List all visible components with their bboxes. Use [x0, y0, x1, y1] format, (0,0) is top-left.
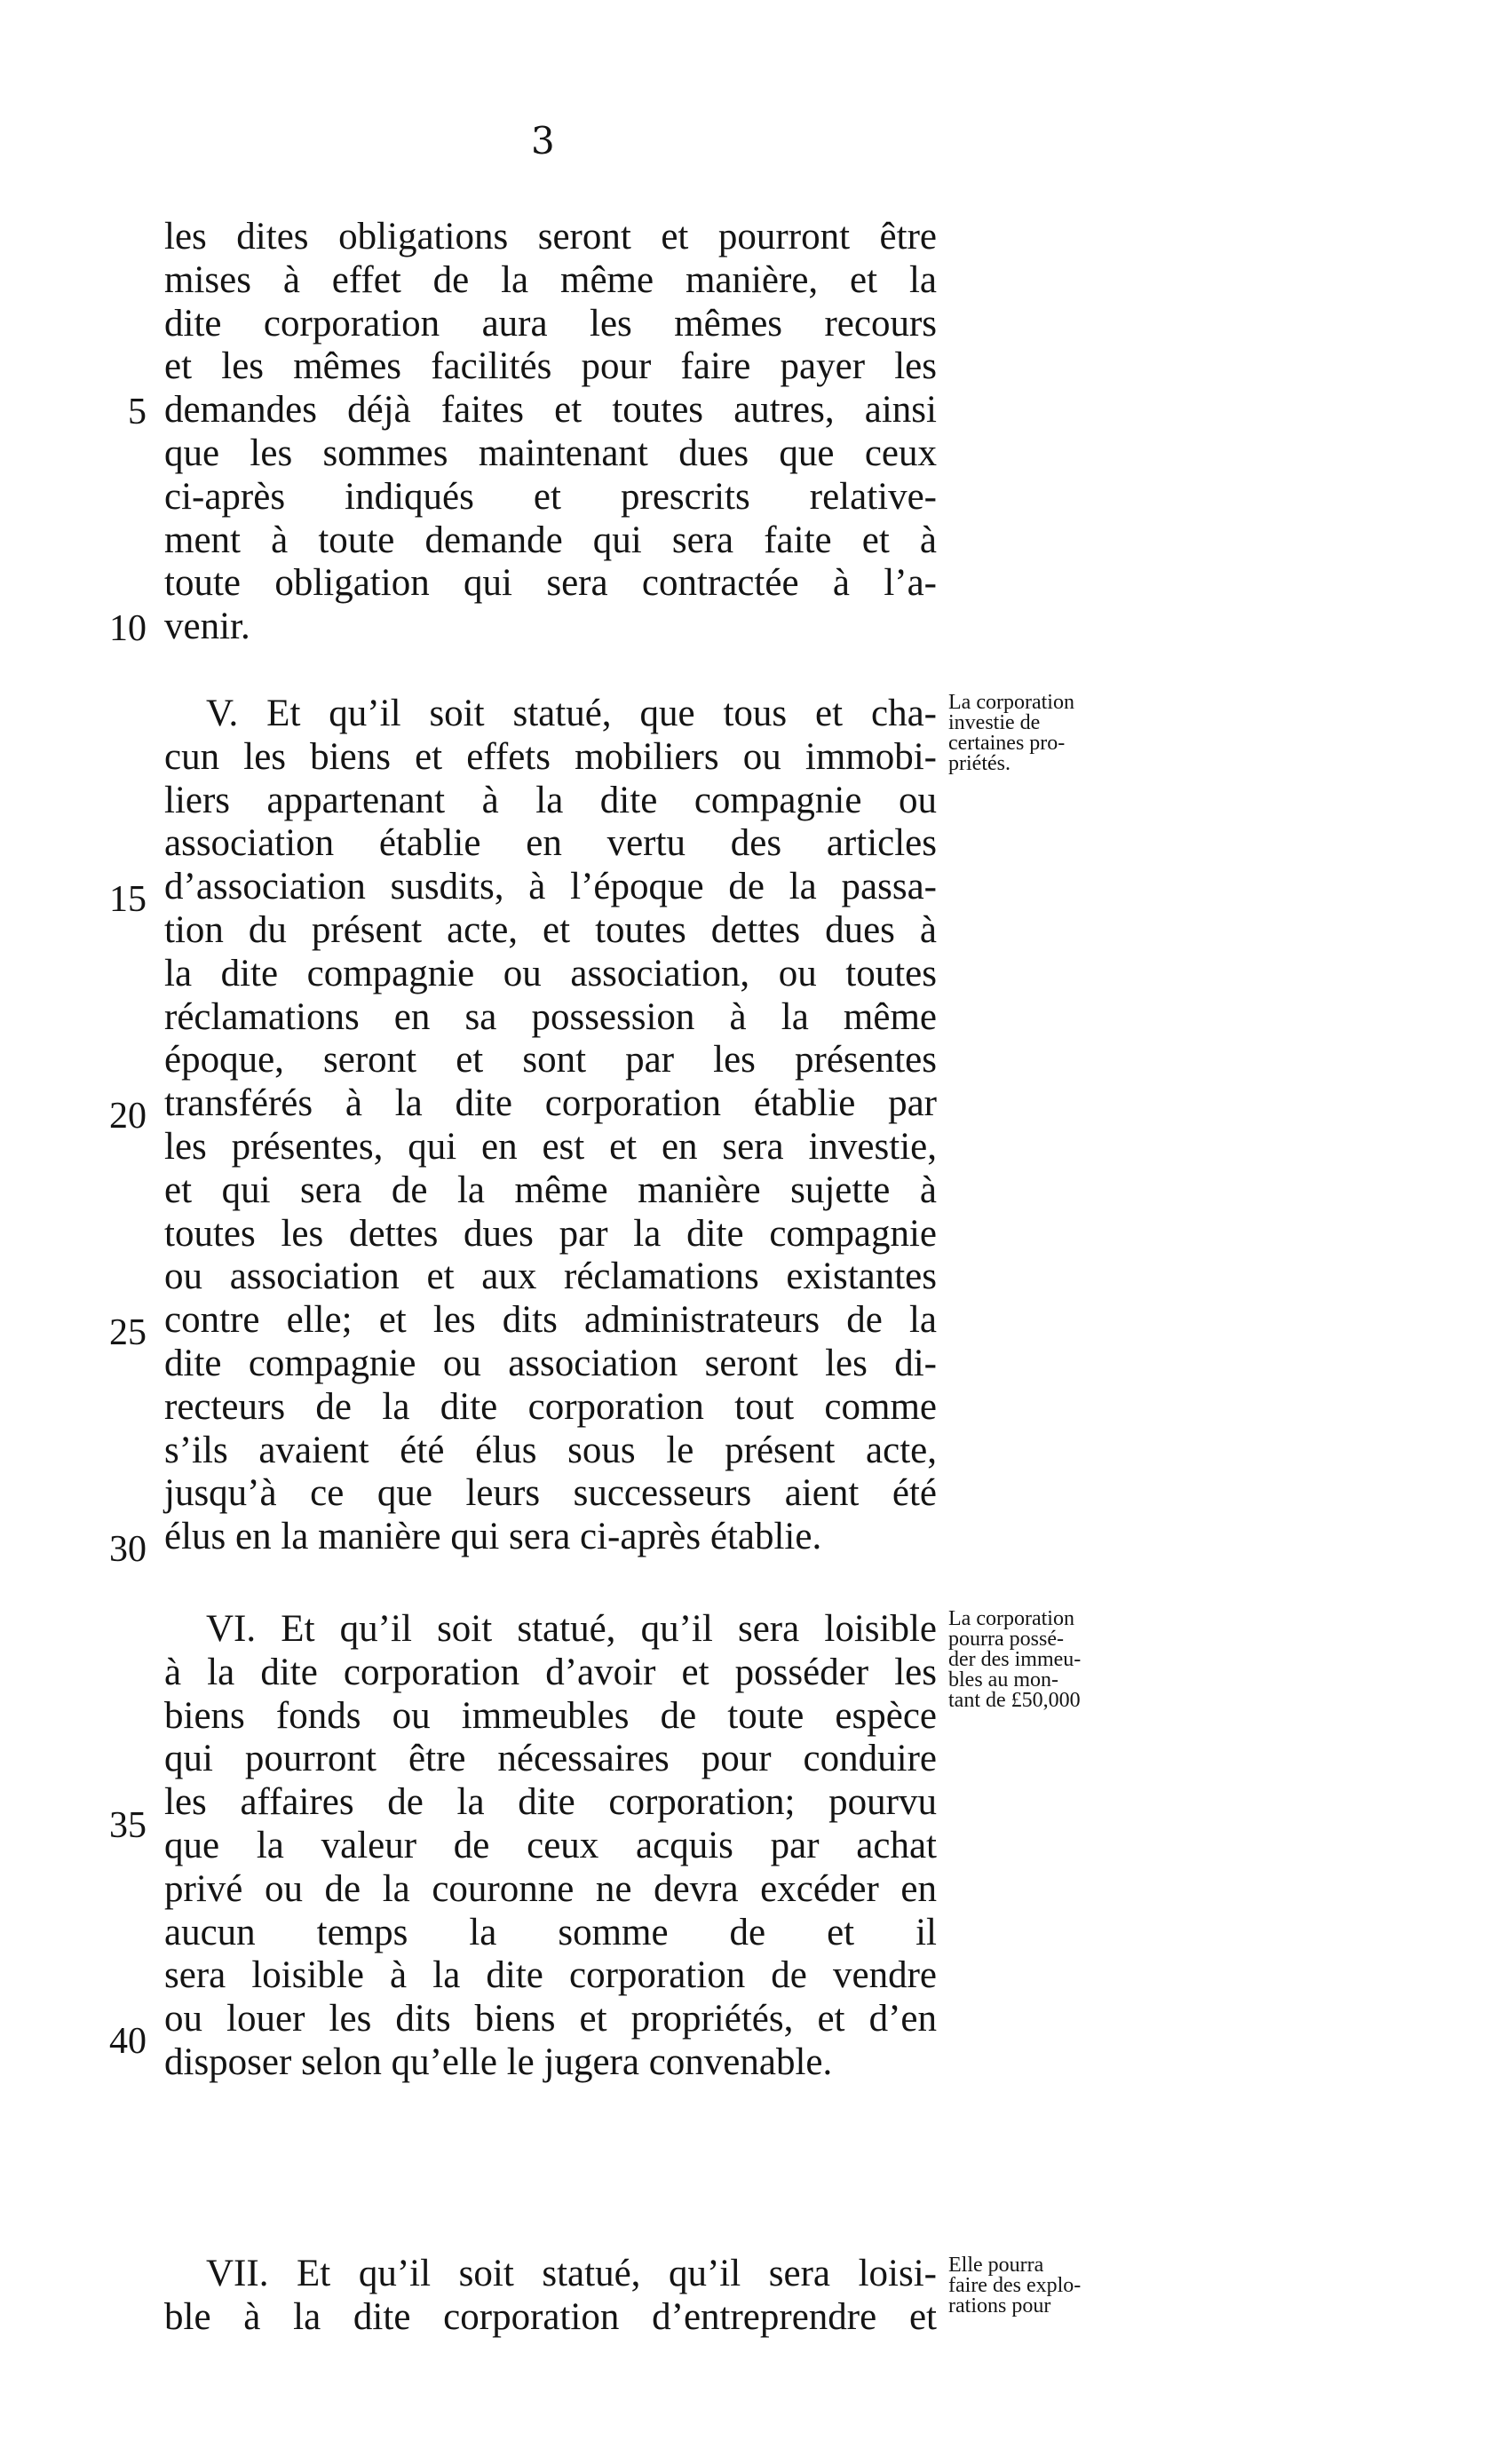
text-line: qui pourront être nécessaires pour conduire — [164, 1738, 937, 1780]
line-number: 30 — [109, 1529, 147, 1570]
text-line: que les sommes maintenant dues que ceux — [164, 432, 937, 474]
text-line: que la valeur de ceux acquis par achat — [164, 1825, 937, 1866]
text-line: les dites obligations seront et pourront être — [164, 216, 937, 257]
margin-note-line: certaines pro- — [948, 732, 1066, 755]
text-line: époque, seront et sont par les présentes — [164, 1039, 937, 1081]
text-line: ou association et aux réclamations existantes — [164, 1256, 937, 1298]
margin-note — [948, 1609, 1153, 1711]
text-line: s’ils avaient été élus sous le présent acte, — [164, 1429, 937, 1471]
line-number: 10 — [109, 608, 147, 649]
text-line: recteurs de la dite corporation tout comme — [164, 1385, 937, 1428]
margin-note — [948, 2255, 1153, 2317]
margin-note-line: pourra possé- — [948, 1628, 1064, 1651]
text-line: V. Et qu’il soit statué, que tous et cha- — [206, 693, 937, 734]
margin-note-line: bles au mon- — [948, 1668, 1058, 1692]
text-line: aucun temps la somme de et il — [164, 1911, 937, 1953]
text-line: venir. — [164, 606, 250, 648]
text-line: d’association susdits, à l’époque de la passa- — [164, 866, 937, 908]
text-line: contre elle; et les dits administrateurs de la — [164, 1299, 937, 1342]
text-line: les présentes, qui en est et en sera investie, — [164, 1126, 937, 1168]
text-line: sera loisible à la dite corporation de vendre — [164, 1954, 937, 1997]
margin-note-line: La corporation — [948, 691, 1074, 714]
margin-note — [948, 693, 1153, 774]
line-number: 25 — [109, 1312, 147, 1353]
text-line: jusqu’à ce que leurs successeurs aient été — [164, 1472, 937, 1515]
text-line: ment à toute demande qui sera faite et à — [164, 519, 937, 561]
margin-note-line: investie de — [948, 711, 1041, 734]
line-number: 5 — [128, 392, 147, 432]
line-number: 20 — [109, 1096, 147, 1137]
text-line: privé ou de la couronne ne devra excéder en — [164, 1867, 937, 1910]
text-line: ble à la dite corporation d’entreprendre et — [164, 2295, 937, 2338]
text-line: toutes les dettes dues par la dite compagnie — [164, 1212, 937, 1255]
text-line: cun les biens et effets mobiliers ou immobi- — [164, 735, 937, 778]
text-line: les affaires de la dite corporation; pourvu — [164, 1781, 937, 1824]
line-number: 40 — [109, 2021, 147, 2062]
text-line: tion du présent acte, et toutes dettes dues à — [164, 909, 937, 951]
text-line: élus en la manière qui sera ci-après établie. — [164, 1516, 822, 1558]
line-number: 15 — [109, 879, 147, 920]
text-line: VI. Et qu’il soit statué, qu’il sera loisible — [206, 1608, 937, 1650]
text-line: disposer selon qu’elle le jugera convenable. — [164, 2041, 833, 2083]
text-line: ou louer les dits biens et propriétés, et d’en — [164, 1998, 937, 2040]
margin-note-line: rations pour — [948, 2294, 1051, 2317]
text-line: ci-après indiqués et prescrits relative- — [164, 475, 937, 518]
margin-note-line: faire des explo- — [948, 2274, 1082, 2297]
text-line: liers appartenant à la dite compagnie ou — [164, 779, 937, 821]
text-line: demandes déjà faites et toutes autres, ainsi — [164, 389, 937, 432]
text-line: la dite compagnie ou association, ou toutes — [164, 952, 937, 994]
text-line: réclamations en sa possession à la même — [164, 995, 937, 1038]
text-line: dite compagnie ou association seront les di- — [164, 1343, 937, 1384]
text-line: et qui sera de la même manière sujette à — [164, 1169, 937, 1211]
text-line: VII. Et qu’il soit statué, qu’il sera loisi- — [206, 2253, 937, 2294]
text-line: mises à effet de la même manière, et la — [164, 258, 937, 301]
text-line: et les mêmes facilités pour faire payer les — [164, 345, 937, 388]
margin-note-line: Elle pourra — [948, 2254, 1044, 2277]
margin-note-line: La corporation — [948, 1607, 1074, 1630]
text-line: dite corporation aura les mêmes recours — [164, 302, 937, 345]
text-line: à la dite corporation d’avoir et posséder les — [164, 1651, 937, 1693]
text-line: association établie en vertu des articles — [164, 822, 937, 865]
text-line: biens fonds ou immeubles de toute espèce — [164, 1694, 937, 1737]
margin-note-line: tant de £50,000 — [948, 1689, 1081, 1712]
text-line: toute obligation qui sera contractée à l’a- — [164, 562, 937, 605]
margin-note-line: priétés. — [948, 752, 1011, 775]
line-number: 35 — [109, 1805, 147, 1846]
margin-note-line: der des immeu- — [948, 1648, 1082, 1671]
page-number: 3 — [531, 119, 555, 162]
text-line: transférés à la dite corporation établie par — [164, 1082, 937, 1125]
